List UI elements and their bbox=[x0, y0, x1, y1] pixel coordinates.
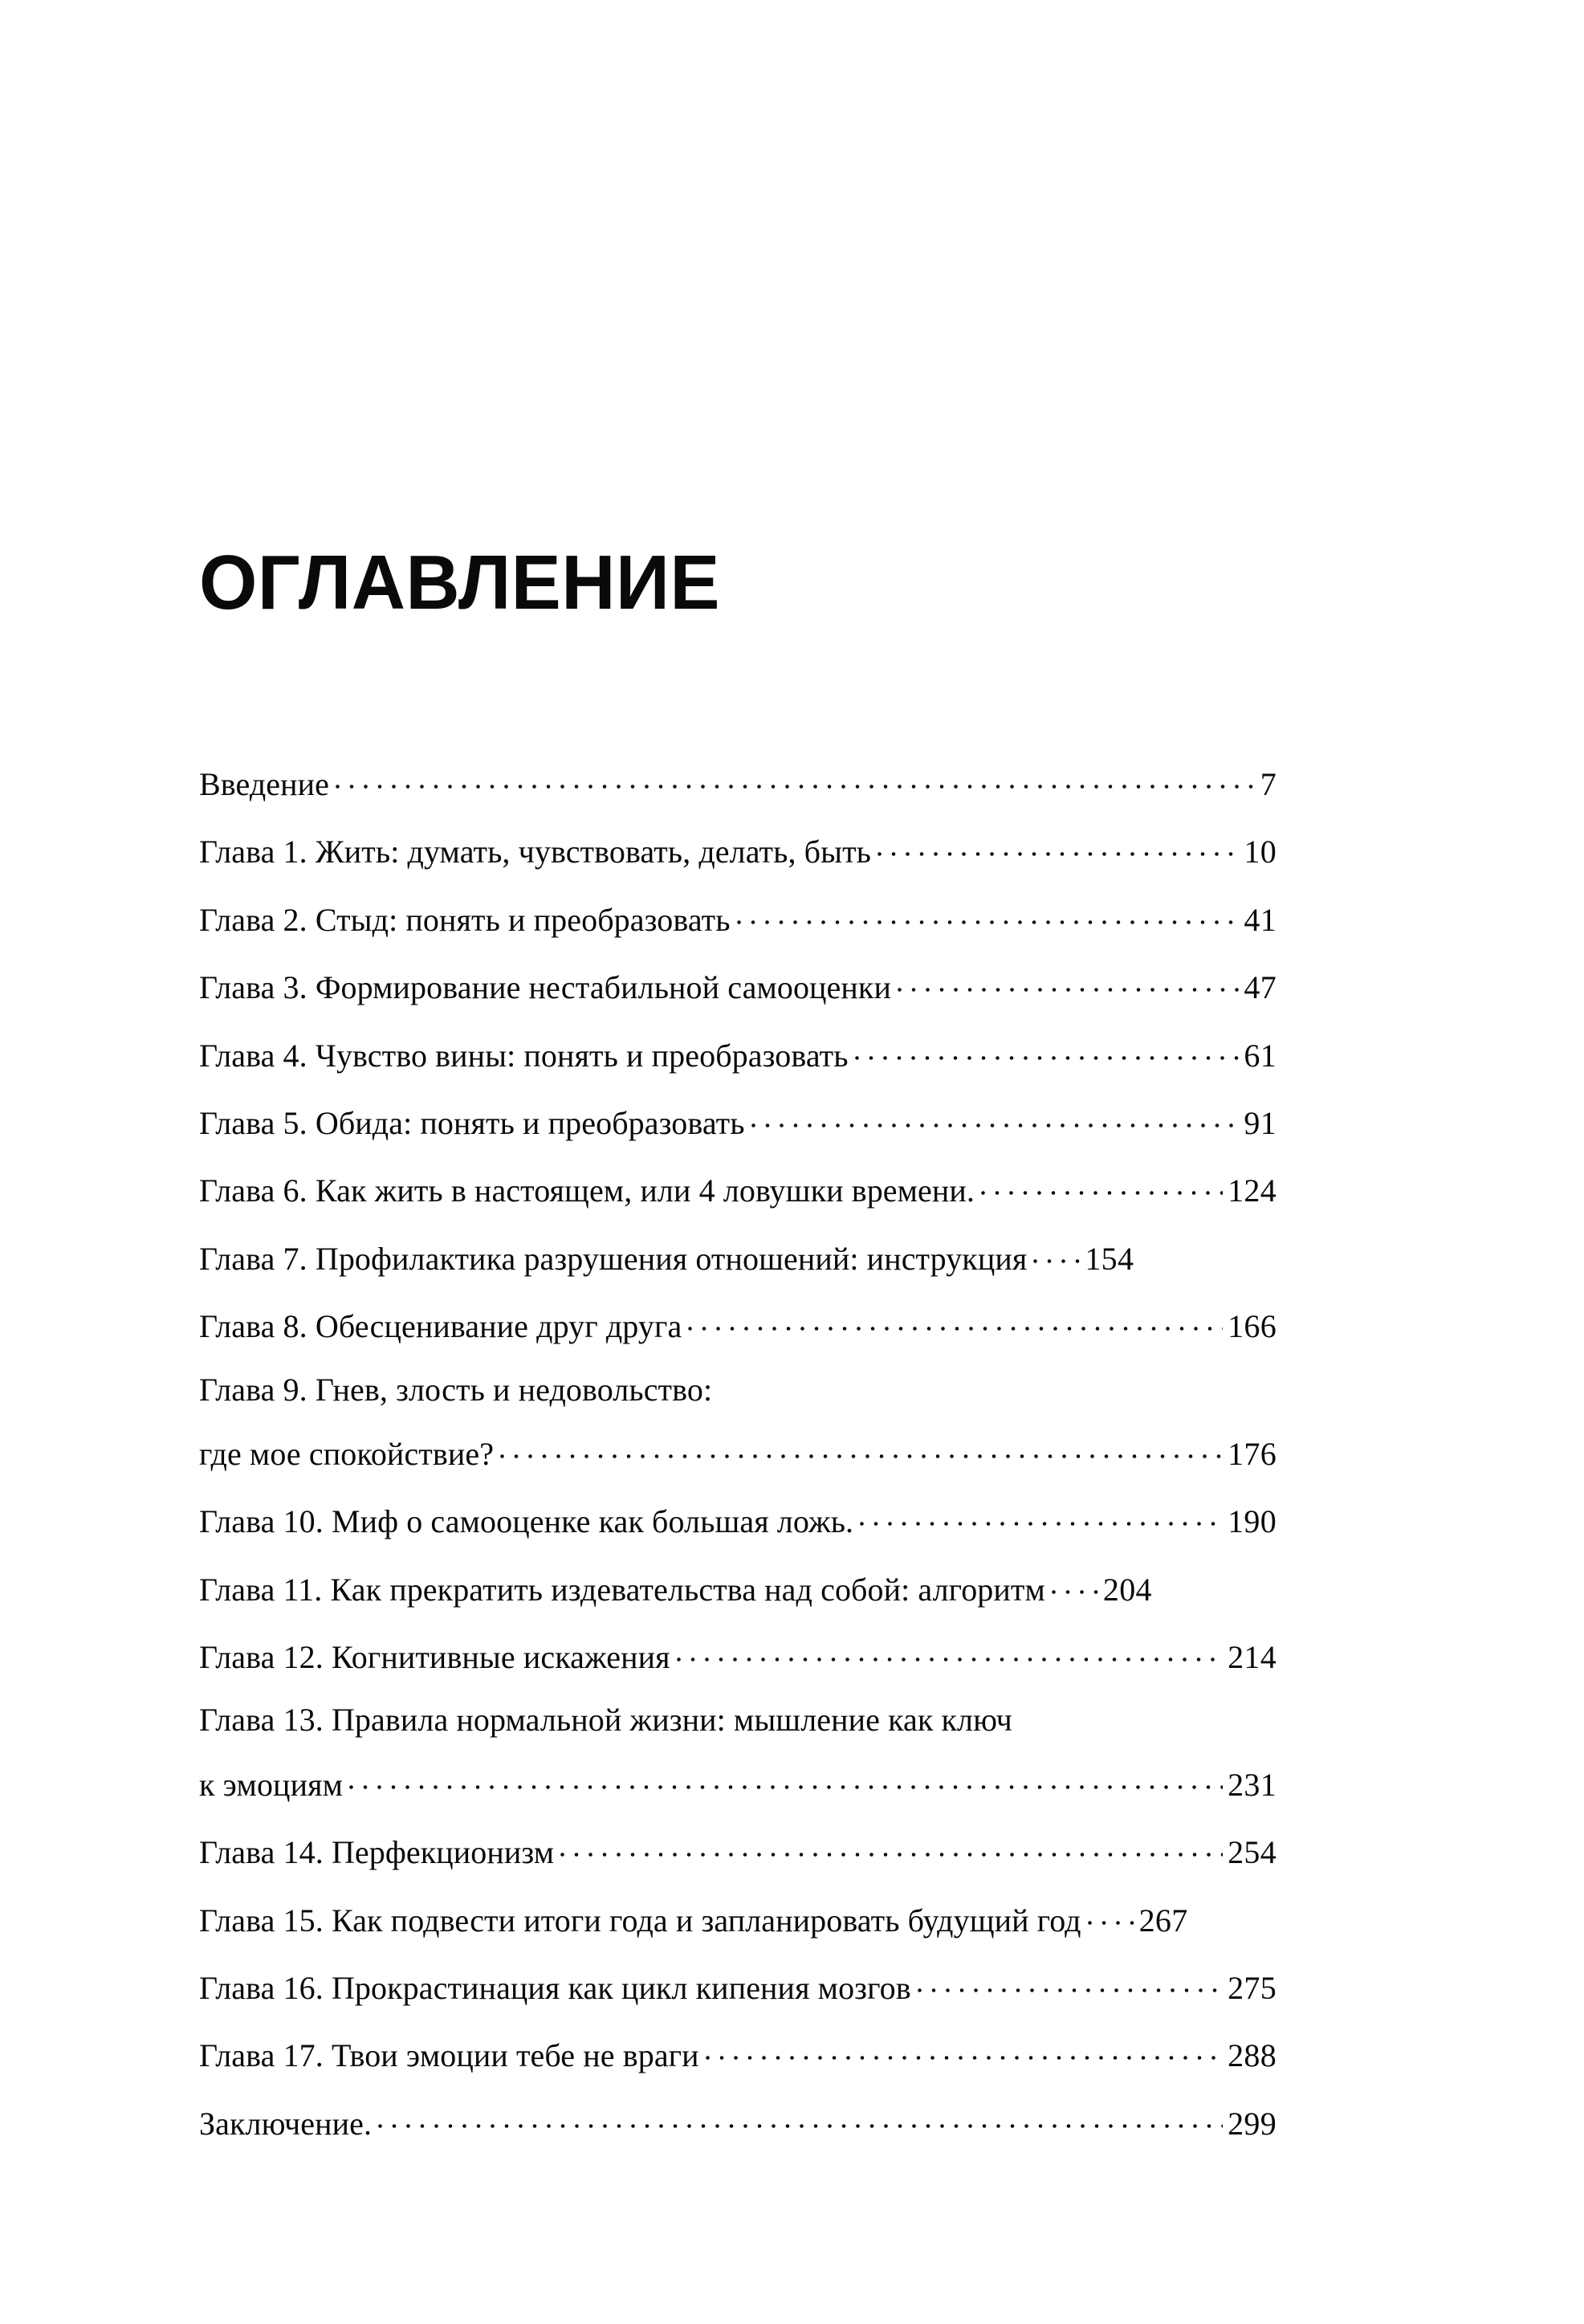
toc-entry[interactable] bbox=[199, 1703, 1277, 1802]
toc-dot-leader bbox=[918, 1967, 1223, 1999]
toc-entry-label: Глава 1. Жить: думать, чувствовать, делать, быть bbox=[199, 834, 872, 870]
toc-entry-line bbox=[199, 1831, 1277, 1869]
toc-entry-line bbox=[199, 1034, 1277, 1073]
toc-entry[interactable] bbox=[199, 1373, 1277, 1472]
toc-entry-line bbox=[199, 2034, 1277, 2073]
toc-entry-line bbox=[199, 1237, 1277, 1276]
toc-entry-label: Глава 17. Твои эмоции тебе не враги bbox=[199, 2037, 699, 2074]
toc-dot-leader bbox=[860, 1500, 1223, 1532]
toc-dot-leader bbox=[336, 763, 1256, 795]
toc-entry-page-number: 176 bbox=[1228, 1435, 1277, 1472]
toc-entry[interactable] bbox=[199, 1831, 1277, 1869]
toc-entry-label: Глава 7. Профилактика разрушения отношений: инструкция bbox=[199, 1240, 1028, 1277]
toc-entry-line bbox=[199, 830, 1277, 869]
toc-entry-label: Глава 2. Стыд: понять и преобразовать bbox=[199, 901, 731, 938]
toc-entry-label: Глава 13. Правила нормальной жизни: мышление как ключ bbox=[199, 1702, 1012, 1739]
toc-entry-page-number: 214 bbox=[1228, 1639, 1277, 1676]
toc-entry[interactable] bbox=[199, 1305, 1277, 1343]
toc-dot-leader bbox=[560, 1831, 1223, 1863]
toc-entry-label: Глава 12. Когнитивные искажения bbox=[199, 1639, 670, 1676]
toc-list bbox=[199, 763, 1277, 2170]
toc-entry-page-number: 124 bbox=[1228, 1172, 1277, 1209]
toc-entry-line bbox=[199, 899, 1277, 937]
toc-entry-label: Глава 9. Гнев, злость и недовольство: bbox=[199, 1371, 713, 1408]
toc-entry-line bbox=[199, 763, 1277, 801]
toc-entry-page-number: 254 bbox=[1228, 1834, 1277, 1871]
toc-entry[interactable] bbox=[199, 2034, 1277, 2073]
toc-entry-page-number: 154 bbox=[1085, 1240, 1134, 1277]
toc-entry-line bbox=[199, 966, 1277, 1005]
toc-dot-leader bbox=[1052, 1568, 1098, 1600]
toc-entry-label-continued: где мое спокойствие? bbox=[199, 1435, 495, 1472]
toc-dot-leader bbox=[981, 1169, 1223, 1201]
toc-entry-label: Глава 10. Миф о самооценке как большая ложь. bbox=[199, 1503, 854, 1540]
toc-entry-label: Заключение. bbox=[199, 2105, 373, 2142]
toc-dot-leader bbox=[378, 2102, 1223, 2134]
toc-entry-label: Глава 11. Как прекратить издевательства над собой: алгоритм bbox=[199, 1571, 1045, 1608]
toc-entry[interactable] bbox=[199, 1169, 1277, 1208]
toc-entry-label: Глава 6. Как жить в настоящем, или 4 ловушки времени. bbox=[199, 1172, 975, 1209]
toc-dot-leader bbox=[1033, 1237, 1080, 1270]
toc-entry-page-number: 47 bbox=[1244, 969, 1277, 1006]
toc-dot-leader bbox=[751, 1102, 1240, 1134]
toc-entry-line bbox=[199, 2102, 1277, 2141]
toc-entry-line bbox=[199, 1169, 1277, 1208]
toc-entry-label: Введение bbox=[199, 766, 330, 802]
toc-entry-page-number: 190 bbox=[1228, 1503, 1277, 1540]
toc-entry[interactable] bbox=[199, 1568, 1277, 1607]
toc-entry[interactable] bbox=[199, 966, 1277, 1005]
toc-entry[interactable] bbox=[199, 1967, 1277, 2005]
toc-entry-page-number: 231 bbox=[1228, 1766, 1277, 1803]
toc-entry-line bbox=[199, 1568, 1277, 1607]
toc-entry-page-number: 91 bbox=[1244, 1104, 1277, 1141]
toc-entry-line bbox=[199, 1636, 1277, 1674]
toc-entry-page-number: 41 bbox=[1244, 901, 1277, 938]
toc-entry-line bbox=[199, 1305, 1277, 1343]
toc-entry[interactable] bbox=[199, 763, 1277, 801]
toc-entry-page-number: 267 bbox=[1138, 1902, 1188, 1939]
toc-entry-label: Глава 14. Перфекционизм bbox=[199, 1834, 555, 1871]
toc-entry-page-number: 166 bbox=[1228, 1308, 1277, 1345]
toc-entry-line bbox=[199, 1500, 1277, 1539]
toc-dot-leader bbox=[1088, 1899, 1134, 1931]
toc-entry-line bbox=[199, 1703, 1277, 1737]
toc-entry[interactable] bbox=[199, 1500, 1277, 1539]
toc-entry-line-continued bbox=[199, 1763, 1277, 1802]
toc-dot-leader bbox=[706, 2034, 1223, 2066]
toc-entry[interactable] bbox=[199, 2102, 1277, 2141]
toc-entry-page-number: 288 bbox=[1228, 2037, 1277, 2074]
toc-entry-line bbox=[199, 1899, 1277, 1938]
toc-dot-leader bbox=[349, 1763, 1223, 1796]
toc-dot-leader bbox=[878, 830, 1239, 862]
toc-entry-page-number: 10 bbox=[1244, 834, 1277, 870]
toc-entry-label: Глава 4. Чувство вины: понять и преобразовать bbox=[199, 1037, 849, 1074]
toc-entry-page-number: 299 bbox=[1228, 2105, 1277, 2142]
toc-entry-line-continued bbox=[199, 1433, 1277, 1471]
page-title: ОГЛАВЛЕНИЕ bbox=[199, 540, 721, 626]
toc-entry-line bbox=[199, 1102, 1277, 1140]
toc-entry[interactable] bbox=[199, 1034, 1277, 1073]
toc-dot-leader bbox=[688, 1305, 1223, 1337]
toc-entry-line bbox=[199, 1373, 1277, 1407]
toc-dot-leader bbox=[737, 899, 1240, 931]
toc-entry-page-number: 7 bbox=[1260, 766, 1277, 802]
toc-entry-label: Глава 8. Обесценивание друг друга bbox=[199, 1308, 682, 1345]
toc-entry[interactable] bbox=[199, 1102, 1277, 1140]
toc-entry[interactable] bbox=[199, 830, 1277, 869]
toc-entry[interactable] bbox=[199, 1237, 1277, 1276]
toc-entry[interactable] bbox=[199, 899, 1277, 937]
toc-dot-leader bbox=[898, 966, 1239, 998]
toc-entry[interactable] bbox=[199, 1899, 1277, 1938]
toc-entry[interactable] bbox=[199, 1636, 1277, 1674]
toc-dot-leader bbox=[855, 1034, 1240, 1066]
toc-entry-page-number: 204 bbox=[1102, 1571, 1152, 1608]
toc-entry-page-number: 275 bbox=[1228, 1970, 1277, 2007]
toc-entry-label: Глава 16. Прокрастинация как цикл кипения мозгов bbox=[199, 1970, 911, 2007]
toc-entry-label-continued: к эмоциям bbox=[199, 1766, 343, 1803]
toc-entry-label: Глава 5. Обида: понять и преобразовать bbox=[199, 1104, 745, 1141]
toc-dot-leader bbox=[677, 1636, 1224, 1668]
toc-entry-line bbox=[199, 1967, 1277, 2005]
toc-entry-label: Глава 15. Как подвести итоги года и запланировать будущий год bbox=[199, 1902, 1081, 1939]
toc-entry-label: Глава 3. Формирование нестабильной самооценки bbox=[199, 969, 891, 1006]
toc-entry-page-number: 61 bbox=[1244, 1037, 1277, 1074]
toc-dot-leader bbox=[500, 1433, 1223, 1465]
